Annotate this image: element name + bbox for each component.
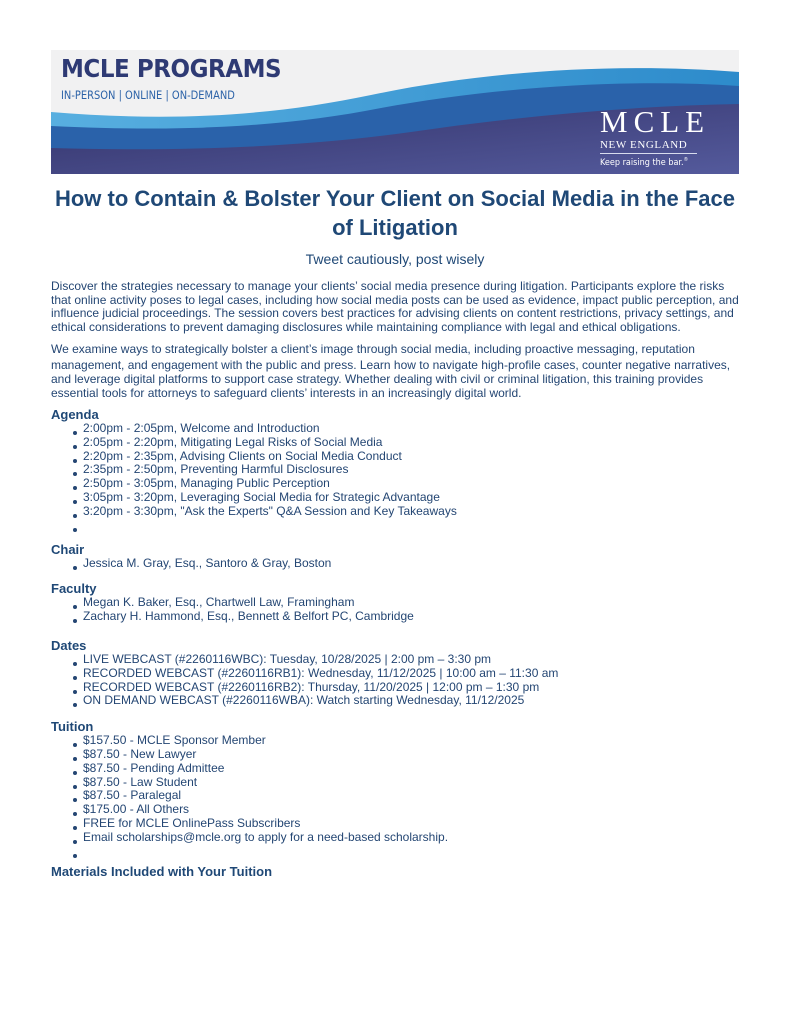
faculty-item: Megan K. Baker, Esq., Chartwell Law, Framingham [83,596,741,610]
banner-subtitle: IN-PERSON | ONLINE | ON-DEMAND [61,88,235,102]
tuition-item-scholarship: Email scholarships@mcle.org to apply for a need-based scholarship. [83,831,741,845]
logo-wordmark: MCLE [600,104,711,139]
faculty-heading: Faculty [51,581,97,597]
logo-region: NEW ENGLAND [600,139,697,154]
logo-tagline-text: Keep raising the bar. [600,158,684,168]
agenda-list [51,422,741,529]
page-title: How to Contain & Bolster Your Client on Social Media in the Face of Litigation [54,186,736,240]
dates-heading: Dates [51,637,87,653]
logo-tagline [600,157,717,168]
mcle-logo [600,106,730,168]
date-item: LIVE WEBCAST (#2260116WBC): Tuesday, 10/28/2025 | 2:00 pm – 3:30 pm [83,653,741,667]
description-paragraph-2 [51,342,741,400]
tuition-list [51,734,741,854]
empty-bullet [83,519,741,529]
description-paragraph-2-rest: management, and engagement with the public and press. Learn how to navigate high-profile cases, counter negative narratives, and leverage digital platforms to support case strategy. Whether dealing with civil or criminal litigation, this training provides essential tools for attorneys to safeguard clients’ interests in an increasingly digital world. [51,358,731,400]
description-paragraph-1: Discover the strategies necessary to manage your clients’ social media presence during litigation. Participants explore the risks that online activity poses to legal cases, including how social media posts can be used as evidence, impact public perception, and influence judicial proceedings. The session covers best practices for advising clients on content restrictions, privacy settings, and ethical considerations to prevent damaging disclosures while maintaining compliance with legal and ethical obligations. [51,279,739,334]
tuition-item: $87.50 - Law Student [83,776,741,790]
agenda-item: 3:05pm - 3:20pm, Leveraging Social Media for Strategic Advantage [83,491,741,505]
chair-list [51,557,741,571]
header-banner [51,50,739,174]
banner-title: MCLE PROGRAMS [61,54,282,83]
materials-heading: Materials Included with Your Tuition [51,863,273,879]
dates-list [51,653,741,708]
description-paragraph-2-line-1: We examine ways to strategically bolster a client’s image through social media, including proactive messaging, reputation [51,342,695,356]
tuition-item: $87.50 - Paralegal [83,789,741,803]
date-item: ON DEMAND WEBCAST (#2260116WBA): Watch starting Wednesday, 11/12/2025 [83,694,741,708]
agenda-item: 2:35pm - 2:50pm, Preventing Harmful Disclosures [83,463,741,477]
tuition-item: $157.50 - MCLE Sponsor Member [83,734,741,748]
agenda-item: 2:20pm - 2:35pm, Advising Clients on Social Media Conduct [83,450,741,464]
tuition-item: $87.50 - New Lawyer [83,748,741,762]
agenda-item: 3:20pm - 3:30pm, "Ask the Experts" Q&A Session and Key Takeaways [83,505,741,519]
date-item: RECORDED WEBCAST (#2260116RB2): Thursday, 11/20/2025 | 12:00 pm – 1:30 pm [83,681,741,695]
page-subtitle: Tweet cautiously, post wisely [305,251,485,267]
tuition-item: $87.50 - Pending Admittee [83,762,741,776]
agenda-heading: Agenda [51,407,99,422]
date-item: RECORDED WEBCAST (#2260116RB1): Wednesday, 11/12/2025 | 10:00 am – 11:30 am [83,667,741,681]
tuition-heading: Tuition [51,719,94,735]
agenda-item: 2:05pm - 2:20pm, Mitigating Legal Risks of Social Media [83,436,741,450]
chair-heading: Chair [51,541,85,557]
program-content [51,280,741,879]
registered-mark-icon: ® [683,157,689,163]
faculty-item: Zachary H. Hammond, Esq., Bennett & Belfort PC, Cambridge [83,610,741,624]
empty-bullet [83,845,741,855]
chair-item: Jessica M. Gray, Esq., Santoro & Gray, Boston [83,557,741,571]
faculty-list [51,596,741,624]
agenda-item: 2:50pm - 3:05pm, Managing Public Perception [83,477,741,491]
tuition-item: $175.00 - All Others [83,803,741,817]
tuition-item: FREE for MCLE OnlinePass Subscribers [83,817,741,831]
agenda-item: 2:00pm - 2:05pm, Welcome and Introduction [83,422,741,436]
